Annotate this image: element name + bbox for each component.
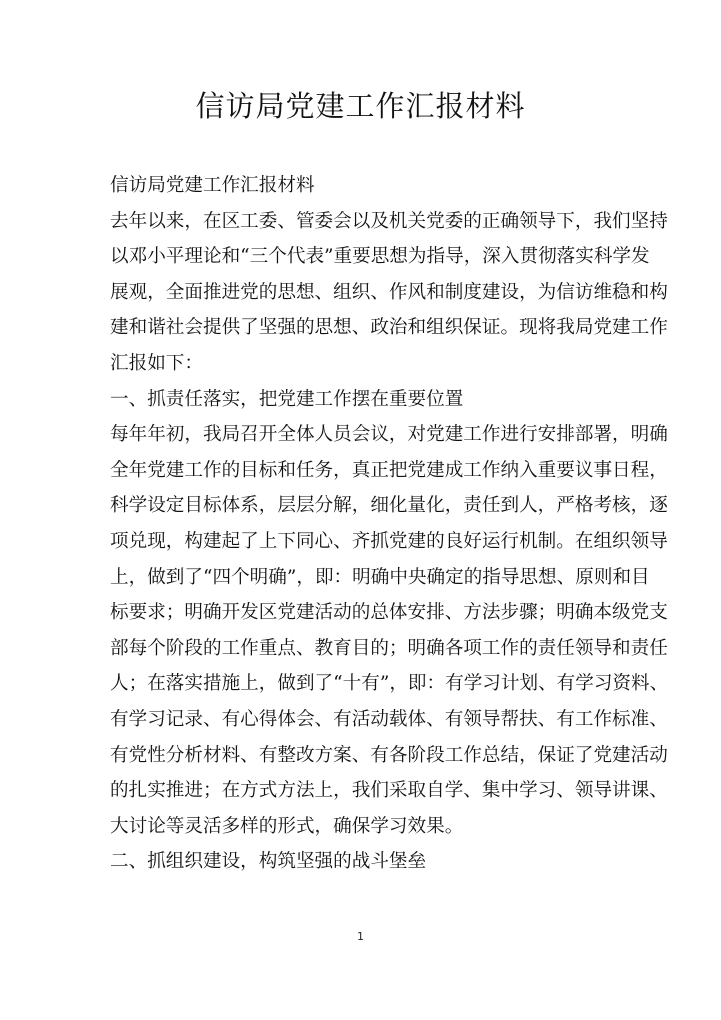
paragraph-line: 全年党建工作的目标和任务，真正把党建成工作纳入重要议事日程， (110, 459, 668, 481)
paragraph-line: 大讨论等灵活多样的形式，确保学习效果。 (110, 815, 464, 837)
paragraph-line: 有学习记录、有心得体会、有活动载体、有领导帮扶、有工作标准、 (110, 708, 668, 730)
section-heading-2: 二、抓组织建设，构筑坚强的战斗堡垒 (110, 851, 427, 873)
paragraph-line: 人；在落实措施上，做到了“十有”，即：有学习计划、有学习资料、 (110, 673, 669, 695)
paragraph-line: 去年以来，在区工委、管委会以及机关党委的正确领导下，我们坚持 (110, 210, 668, 232)
paragraph-line: 标要求；明确开发区党建活动的总体安排、方法步骤；明确本级党支 (110, 602, 668, 624)
paragraph-line: 有党性分析材料、有整改方案、有各阶段工作总结，保证了党建活动 (110, 744, 668, 766)
paragraph-line: 科学设定目标体系，层层分解，细化量化，责任到人，严格考核，逐 (110, 495, 668, 517)
paragraph-line: 汇报如下： (110, 352, 203, 374)
paragraph-line: 展观，全面推进党的思想、组织、作风和制度建设，为信访维稳和构 (110, 281, 668, 303)
paragraph-line: 的扎实推进；在方式方法上，我们采取自学、集中学习、领导讲课、 (110, 780, 668, 802)
paragraph-line: 建和谐社会提供了坚强的思想、政治和组织保证。现将我局党建工作 (110, 317, 668, 339)
paragraph-line: 项兑现，构建起了上下同心、齐抓党建的良好运行机制。在组织领导 (110, 530, 668, 552)
section-heading-1: 一、抓责任落实，把党建工作摆在重要位置 (110, 388, 464, 410)
paragraph-line: 上，做到了“四个明确”，即：明确中央确定的指导思想、原则和目 (110, 566, 650, 588)
page-number: 1 (357, 930, 364, 943)
paragraph-line: 以邓小平理论和“三个代表”重要思想为指导，深入贯彻落实科学发 (110, 246, 650, 268)
document-title: 信访局党建工作汇报材料 (195, 89, 526, 123)
paragraph-line: 部每个阶段的工作重点、教育目的；明确各项工作的责任领导和责任 (110, 637, 668, 659)
paragraph-line: 每年年初，我局召开全体人员会议，对党建工作进行安排部署，明确 (110, 424, 668, 446)
document-body (110, 168, 669, 880)
document-subtitle: 信访局党建工作汇报材料 (110, 175, 315, 196)
